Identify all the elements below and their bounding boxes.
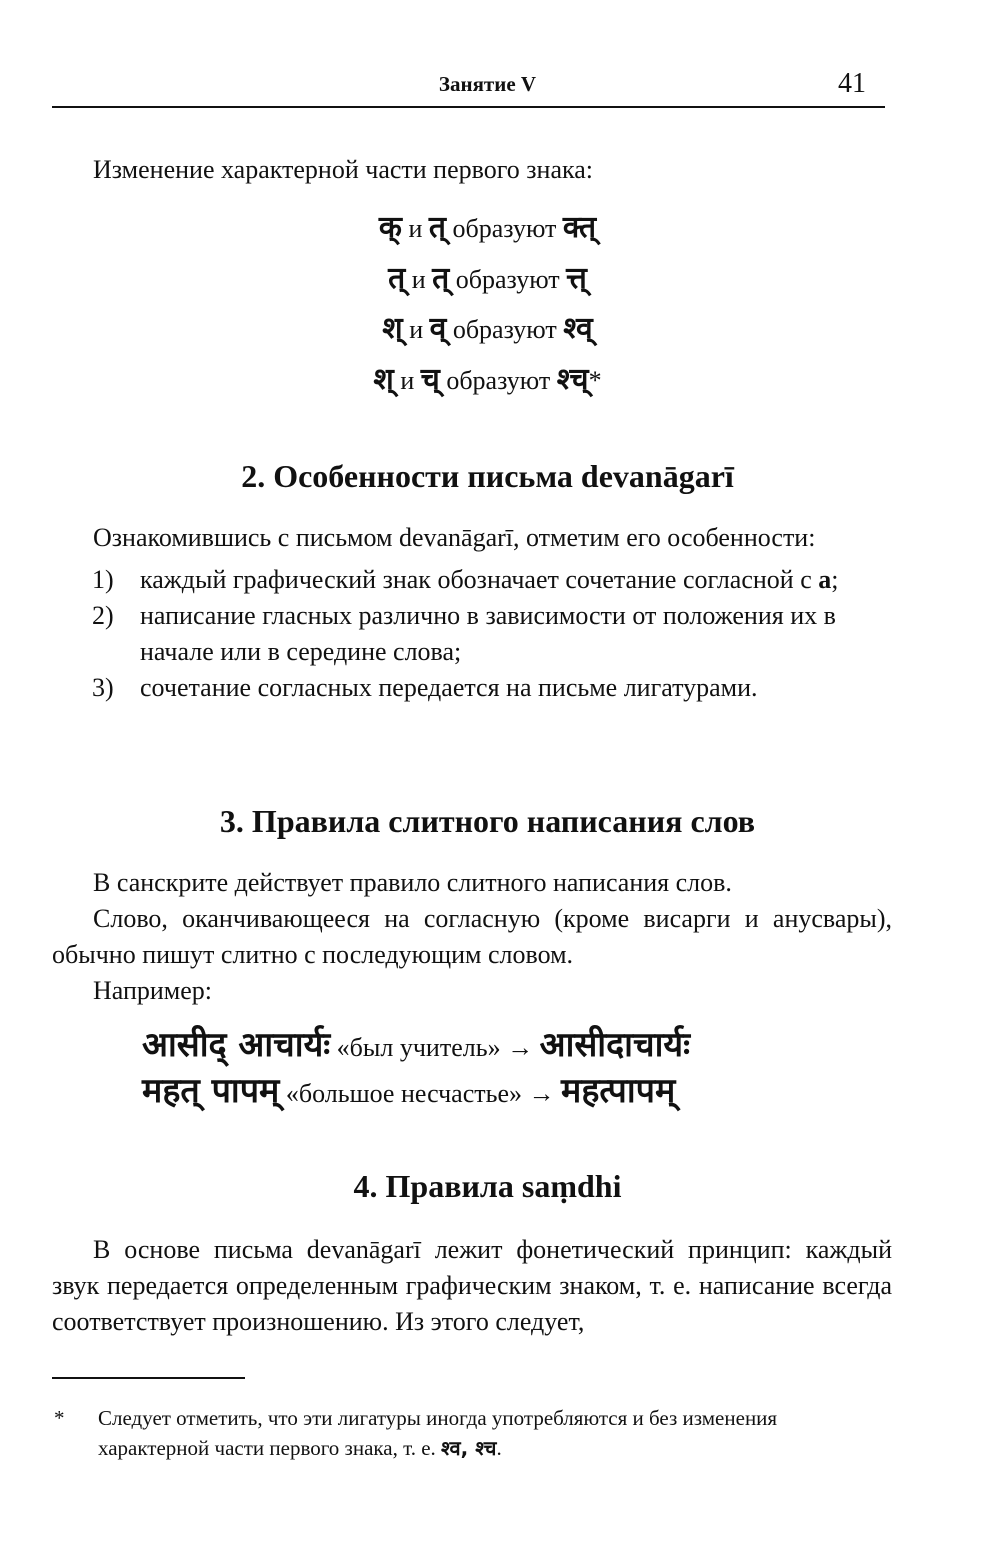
example-devanagari: आसीद् आचार्यः <box>142 1025 331 1065</box>
footnote-body <box>98 1403 892 1463</box>
list-number: 1) <box>92 565 114 594</box>
footnote-marker: * <box>54 1406 65 1430</box>
ligature-conj: и <box>400 366 415 395</box>
footnote-rule <box>52 1377 245 1379</box>
arrow-icon: → <box>507 1033 534 1062</box>
ligature-result: क्त् <box>562 210 597 245</box>
example-gloss: «был учитель» <box>336 1033 501 1062</box>
ligature-conj: и <box>411 265 426 294</box>
ligature-a: त् <box>388 261 406 296</box>
list-text: сочетание согласных передается на письме лигатурами. <box>140 673 758 702</box>
ligature-a: क् <box>378 210 402 245</box>
example-line <box>142 1066 675 1112</box>
section-heading: 4. Правила saṃdhi <box>353 1168 622 1204</box>
paragraph: В основе письма devanāgarī лежит фонетический принцип: каждый звук передается определенным графическим знаком, т. е. написание всегда соответствует произношению. Из этого следует, <box>52 1235 892 1336</box>
ligature-result: त्त् <box>566 261 587 296</box>
list-bold: a <box>818 565 832 594</box>
header-rule <box>52 106 885 108</box>
intro-text: Изменение характерной части первого знака: <box>93 155 593 184</box>
example-result: महत्पापम् <box>561 1071 676 1111</box>
arrow-icon: → <box>528 1079 555 1108</box>
ligature-result: श्व् <box>563 311 593 346</box>
ligature-b: च् <box>420 362 440 397</box>
ligature-conj: и <box>409 315 424 344</box>
page-number: 41 <box>838 68 866 99</box>
footnote-tail: . <box>496 1436 502 1460</box>
ligature-a: श् <box>373 362 394 397</box>
list-number: 3) <box>92 673 114 702</box>
list-text: написание гласных различно в зависимости от положения их в начале или в середине слова; <box>140 601 836 666</box>
ligature-verb: образуют <box>452 315 557 344</box>
running-header: Занятие V <box>438 72 537 96</box>
ligature-verb: образуют <box>446 366 551 395</box>
ligature-mark: * <box>588 366 602 395</box>
example-gloss: «большое несчастье» <box>285 1079 523 1108</box>
ligature-b: त् <box>428 210 446 245</box>
example-result: आसीदाचार्यः <box>539 1025 690 1065</box>
list-text: каждый графический знак обозначает сочетание согласной с <box>140 565 819 594</box>
example-line <box>142 1020 690 1066</box>
ligature-result: श्च् <box>556 362 589 397</box>
list-item <box>92 562 892 598</box>
section-heading: 2. Особенности письма devanāgarī <box>241 458 734 494</box>
paragraph: Слово, оканчивающееся на согласную (кроме висарги и анусвары), обычно пишут слитно с последующим словом. <box>52 904 892 969</box>
ligature-verb: образуют <box>452 214 557 243</box>
ligature-line <box>0 205 975 246</box>
ligature-line <box>0 357 975 398</box>
section-heading: 3. Правила слитного написания слов <box>219 803 756 839</box>
features-list <box>92 562 892 706</box>
paragraph: Например: <box>93 976 213 1005</box>
footnote-examples: श्व, श्च <box>441 1436 497 1460</box>
ligature-verb: образуют <box>455 265 560 294</box>
list-tail: ; <box>831 565 839 594</box>
ligature-line <box>0 306 975 347</box>
list-number: 2) <box>92 601 114 630</box>
list-item <box>92 670 892 706</box>
footnote-text: Следует отметить, что эти лигатуры иногда употребляются и без изменения характерной части первого знака, т. е. <box>98 1406 778 1460</box>
ligature-a: श् <box>382 311 403 346</box>
ligature-line <box>0 256 975 297</box>
paragraph: В санскрите действует правило слитного написания слов. <box>93 868 732 897</box>
footnote <box>52 1403 892 1463</box>
example-devanagari: महत् पापम् <box>142 1071 280 1111</box>
ligature-b: त् <box>432 261 450 296</box>
ligature-conj: и <box>408 214 423 243</box>
section-intro: Ознакомившись с письмом devanāgarī, отметим его особенности: <box>93 523 816 552</box>
ligature-b: व् <box>429 311 447 346</box>
list-item <box>92 598 892 670</box>
